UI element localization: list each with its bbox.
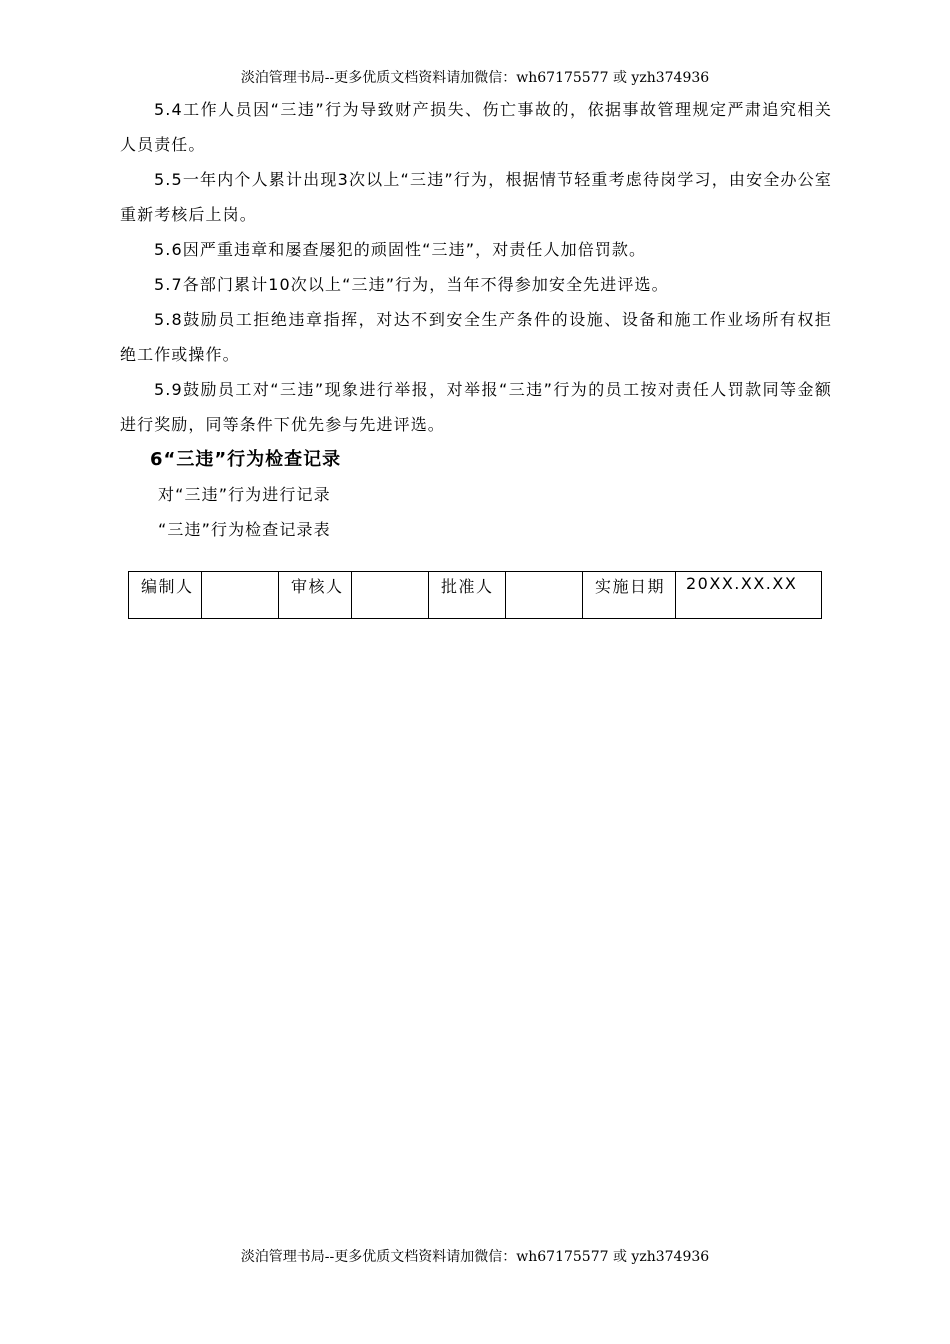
cell-compiler-label: 编制人 bbox=[129, 572, 202, 619]
table-row bbox=[129, 572, 822, 619]
page-header: 淡泊管理书局--更多优质文档资料请加微信：wh67175577 或 yzh374936 bbox=[240, 70, 710, 86]
cell-reviewer-label: 审核人 bbox=[279, 572, 352, 619]
cell-reviewer-value bbox=[352, 572, 429, 619]
section-6-intro: 对“三违”行为进行记录 bbox=[158, 485, 331, 504]
record-table bbox=[128, 571, 822, 619]
section-6-heading: 6“三违”行为检查记录 bbox=[150, 449, 342, 470]
paragraph-5-8: 5.8鼓励员工拒绝违章指挥，对达不到安全生产条件的设施、设备和施工作业场所有权拒绝工作或操作。 bbox=[120, 310, 832, 364]
cell-approver-value bbox=[506, 572, 583, 619]
paragraph-5-6: 5.6因严重违章和屡查屡犯的顽固性“三违”，对责任人加倍罚款。 bbox=[154, 240, 647, 259]
page-footer: 淡泊管理书局--更多优质文档资料请加微信：wh67175577 或 yzh374936 bbox=[240, 1249, 710, 1265]
cell-approver-label: 批准人 bbox=[429, 572, 506, 619]
table-caption: “三违”行为检查记录表 bbox=[158, 520, 331, 539]
paragraph-5-9: 5.9鼓励员工对“三违”现象进行举报，对举报“三违”行为的员工按对责任人罚款同等金额进行奖励，同等条件下优先参与先进评选。 bbox=[120, 380, 832, 434]
paragraph-5-5: 5.5一年内个人累计出现3次以上“三违”行为，根据情节轻重考虑待岗学习，由安全办公室重新考核后上岗。 bbox=[120, 170, 832, 224]
document-body bbox=[120, 92, 832, 547]
cell-compiler-value bbox=[202, 572, 279, 619]
paragraph-5-7: 5.7各部门累计10次以上“三违”行为，当年不得参加安全先进评选。 bbox=[154, 275, 669, 294]
paragraph-5-4: 5.4工作人员因“三违”行为导致财产损失、伤亡事故的，依据事故管理规定严肃追究相关人员责任。 bbox=[120, 100, 832, 154]
cell-date-value: 20XX.XX.XX bbox=[676, 572, 822, 619]
cell-date-label: 实施日期 bbox=[583, 572, 676, 619]
